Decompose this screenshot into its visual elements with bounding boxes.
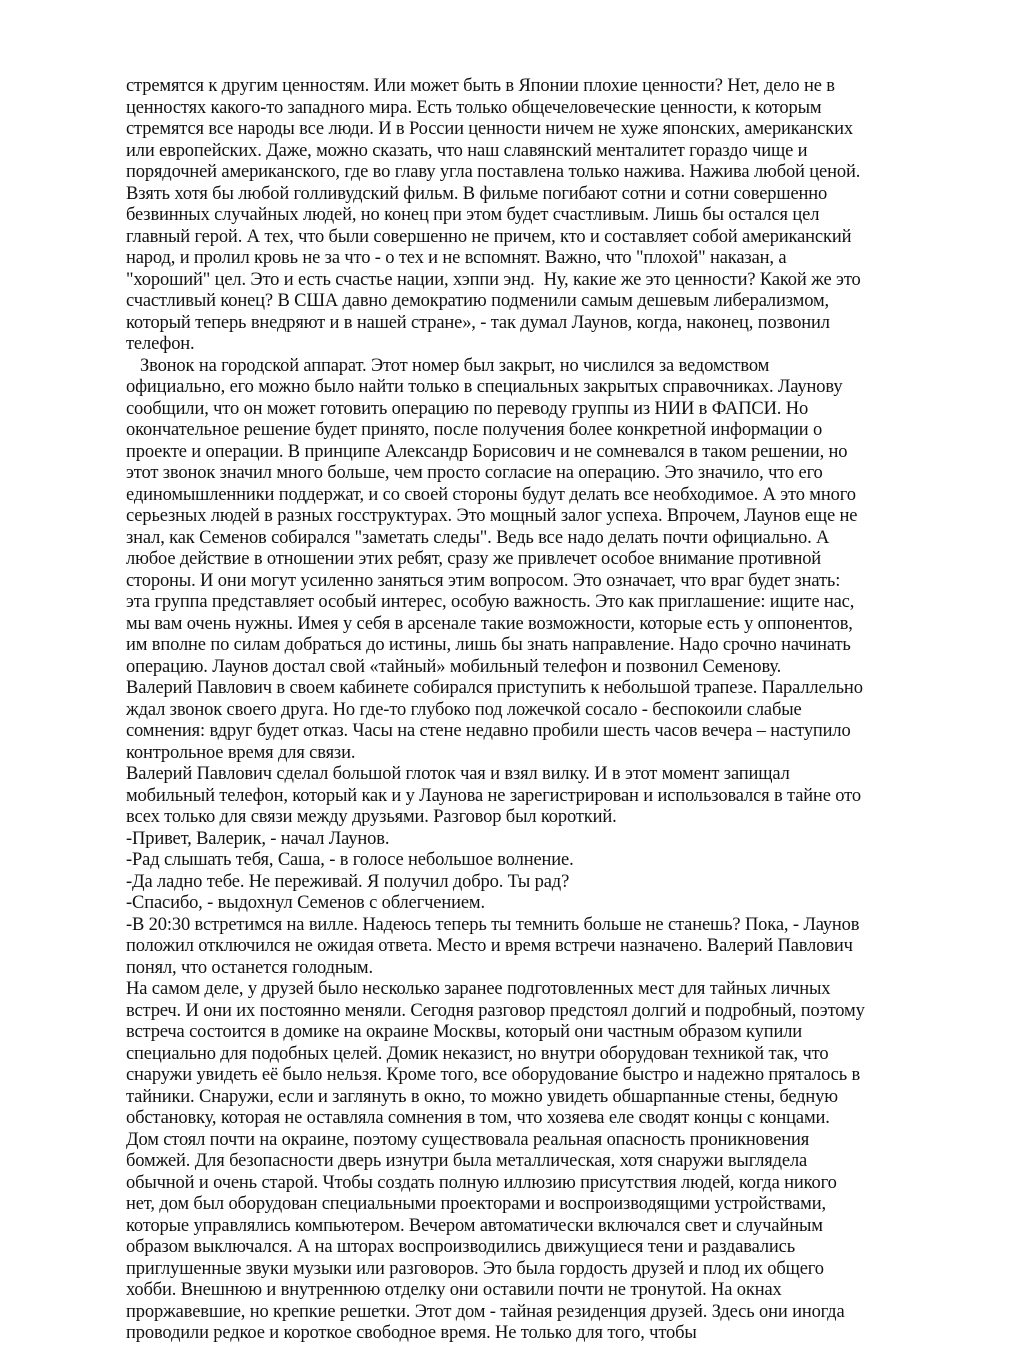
- paragraph-1: стремятся к другим ценностям. Или может быть в Японии плохие ценности? Нет, дело не в ценностях какого-то западного мира. Есть только общечеловеческие ценности, к которым стремятся все народы все люди. И в России ценности ничем не хуже японских, американских или европейских. Даже, можно сказать, что наш славянский менталитет гораздо чище и порядочней американского, где во главу угла поставлена только нажива. Нажива любой ценой. Взять хотя бы любой голливудский фильм. В фильме погибают сотни и сотни совершенно безвинных случайных людей, но конец при этом будет счастливым. Лишь бы остался цел главный герой. А тех, что были совершенно не причем, кто и составляет собой американский народ, и пролил кровь не за что - о тех и не вспомнят. Важно, что "плохой" наказан, а "хороший" цел. Это и есть счастье нации, хэппи энд. Ну, какие же это ценности? Какой же это счастливый конец? В США давно демократию подменили самым дешевым либерализмом, который теперь внедряют и в нашей стране», - так думал Лаунов, когда, наконец, позвонил телефон.: [126, 76, 866, 354]
- dialogue-line-4: -Спасибо, - выдохнул Семенов с облегчением.: [126, 893, 485, 913]
- document-page: [126, 76, 870, 1345]
- paragraph-3: Валерий Павлович в своем кабинете собирался приступить к небольшой трапезе. Параллельно ждал звонок своего друга. Но где-то глубоко под ложечкой сосало - беспокоили слабые сомнения: вдруг будет отказ. Часы на стене недавно пробили шесть часов вечера – наступило контрольное время для связи.: [126, 678, 868, 763]
- paragraph-4: Валерий Павлович сделал большой глоток чая и взял вилку. И в этот момент запищал мобильный телефон, который как и у Лаунова не зарегистрирован и использовался в тайне ото всех только для связи между друзьями. Разговор был короткий.: [126, 764, 866, 827]
- paragraph-5: На самом деле, у друзей было несколько заранее подготовленных мест для тайных личных встреч. И они их постоянно меняли. Сегодня разговор предстоял долгий и подробный, поэтому встреча состоится в домике на окраине Москвы, который они частным образом купили специально для подобных целей. Домик неказист, но внутри оборудован техникой так, что снаружи увидеть её было нельзя. Кроме того, все оборудование быстро и надежно пряталось в тайники. Снаружи, если и заглянуть в окно, то можно увидеть обшарпанные стены, бедную обстановку, которая не оставляла сомнения в том, что хозяева еле сводят концы с концами. Дом стоял почти на окраине, поэтому существовала реальная опасность проникновения бомжей. Для безопасности дверь изнутри была металлическая, хотя снаружи выглядела обычной и очень старой. Чтобы создать полную иллюзию присутствия людей, когда никого нет, дом был оборудован специальными проекторами и воспроизводящими устройствами, которые управлялись компьютером. Вечером автоматически включался свет и случайным образом выключался. А на шторах воспроизводились движущиеся тени и раздавались приглушенные звуки музыки или разговоров. Это была гордость друзей и плод их общего хобби. Внешнюю и внутреннюю отделку они оставили почти не тронутой. На окнах проржавевшие, но крепкие решетки. Этот дом - тайная резиденция друзей. Здесь они иногда проводили редкое и короткое свободное время. Не только для того, чтобы: [126, 979, 870, 1343]
- dialogue-line-1: -Привет, Валерик, - начал Лаунов.: [126, 828, 390, 849]
- dialogue-line-2: -Рад слышать тебя, Саша, - в голосе небольшое волнение.: [126, 850, 574, 870]
- paragraph-2: Звонок на городской аппарат. Этот номер был закрыт, но числился за ведомством официально, его можно было найти только в специальных закрытых справочниках. Лаунову сообщили, что он может готовить операцию по переводу группы из НИИ в ФАПСИ. Но окончательное решение будет принято, после получения более конкретной информации о проекте и операции. В принципе Александр Борисович и не сомневался в таком решении, но этот звонок значил много больше, чем просто согласие на операцию. Это значило, что его единомышленники поддержат, и со своей стороны будут делать все необходимое. А это много серьезных людей в разных госструктурах. Это мощный залог успеха. Впрочем, Лаунов еще не знал, как Семенов собирался "заметать следы". Ведь все надо делать почти официально. А любое действие в отношении этих ребят, сразу же привлечет особое внимание противной стороны. И они могут усиленно заняться этим вопросом. Это означает, что враг будет знать: эта группа представляет особый интерес, особую важность. Это как приглашение: ищите нас, мы вам очень нужны. Имея у себя в арсенале такие возможности, которые есть у оппонентов, им вполне по силам добраться до истины, лишь бы знать направление. Надо срочно начинать операцию. Лаунов достал свой «тайный» мобильный телефон и позвонил Семенову.: [126, 355, 862, 677]
- dialogue-line-3: -Да ладно тебе. Не переживай. Я получил добро. Ты рад?: [126, 871, 570, 892]
- dialogue-line-5: -В 20:30 встретимся на вилле. Надеюсь теперь ты темнить больше не станешь? Пока, - Лаунов положил отключился не ожидая ответа. Место и время встречи назначено. Валерий Павлович понял, что останется голодным.: [126, 914, 864, 978]
